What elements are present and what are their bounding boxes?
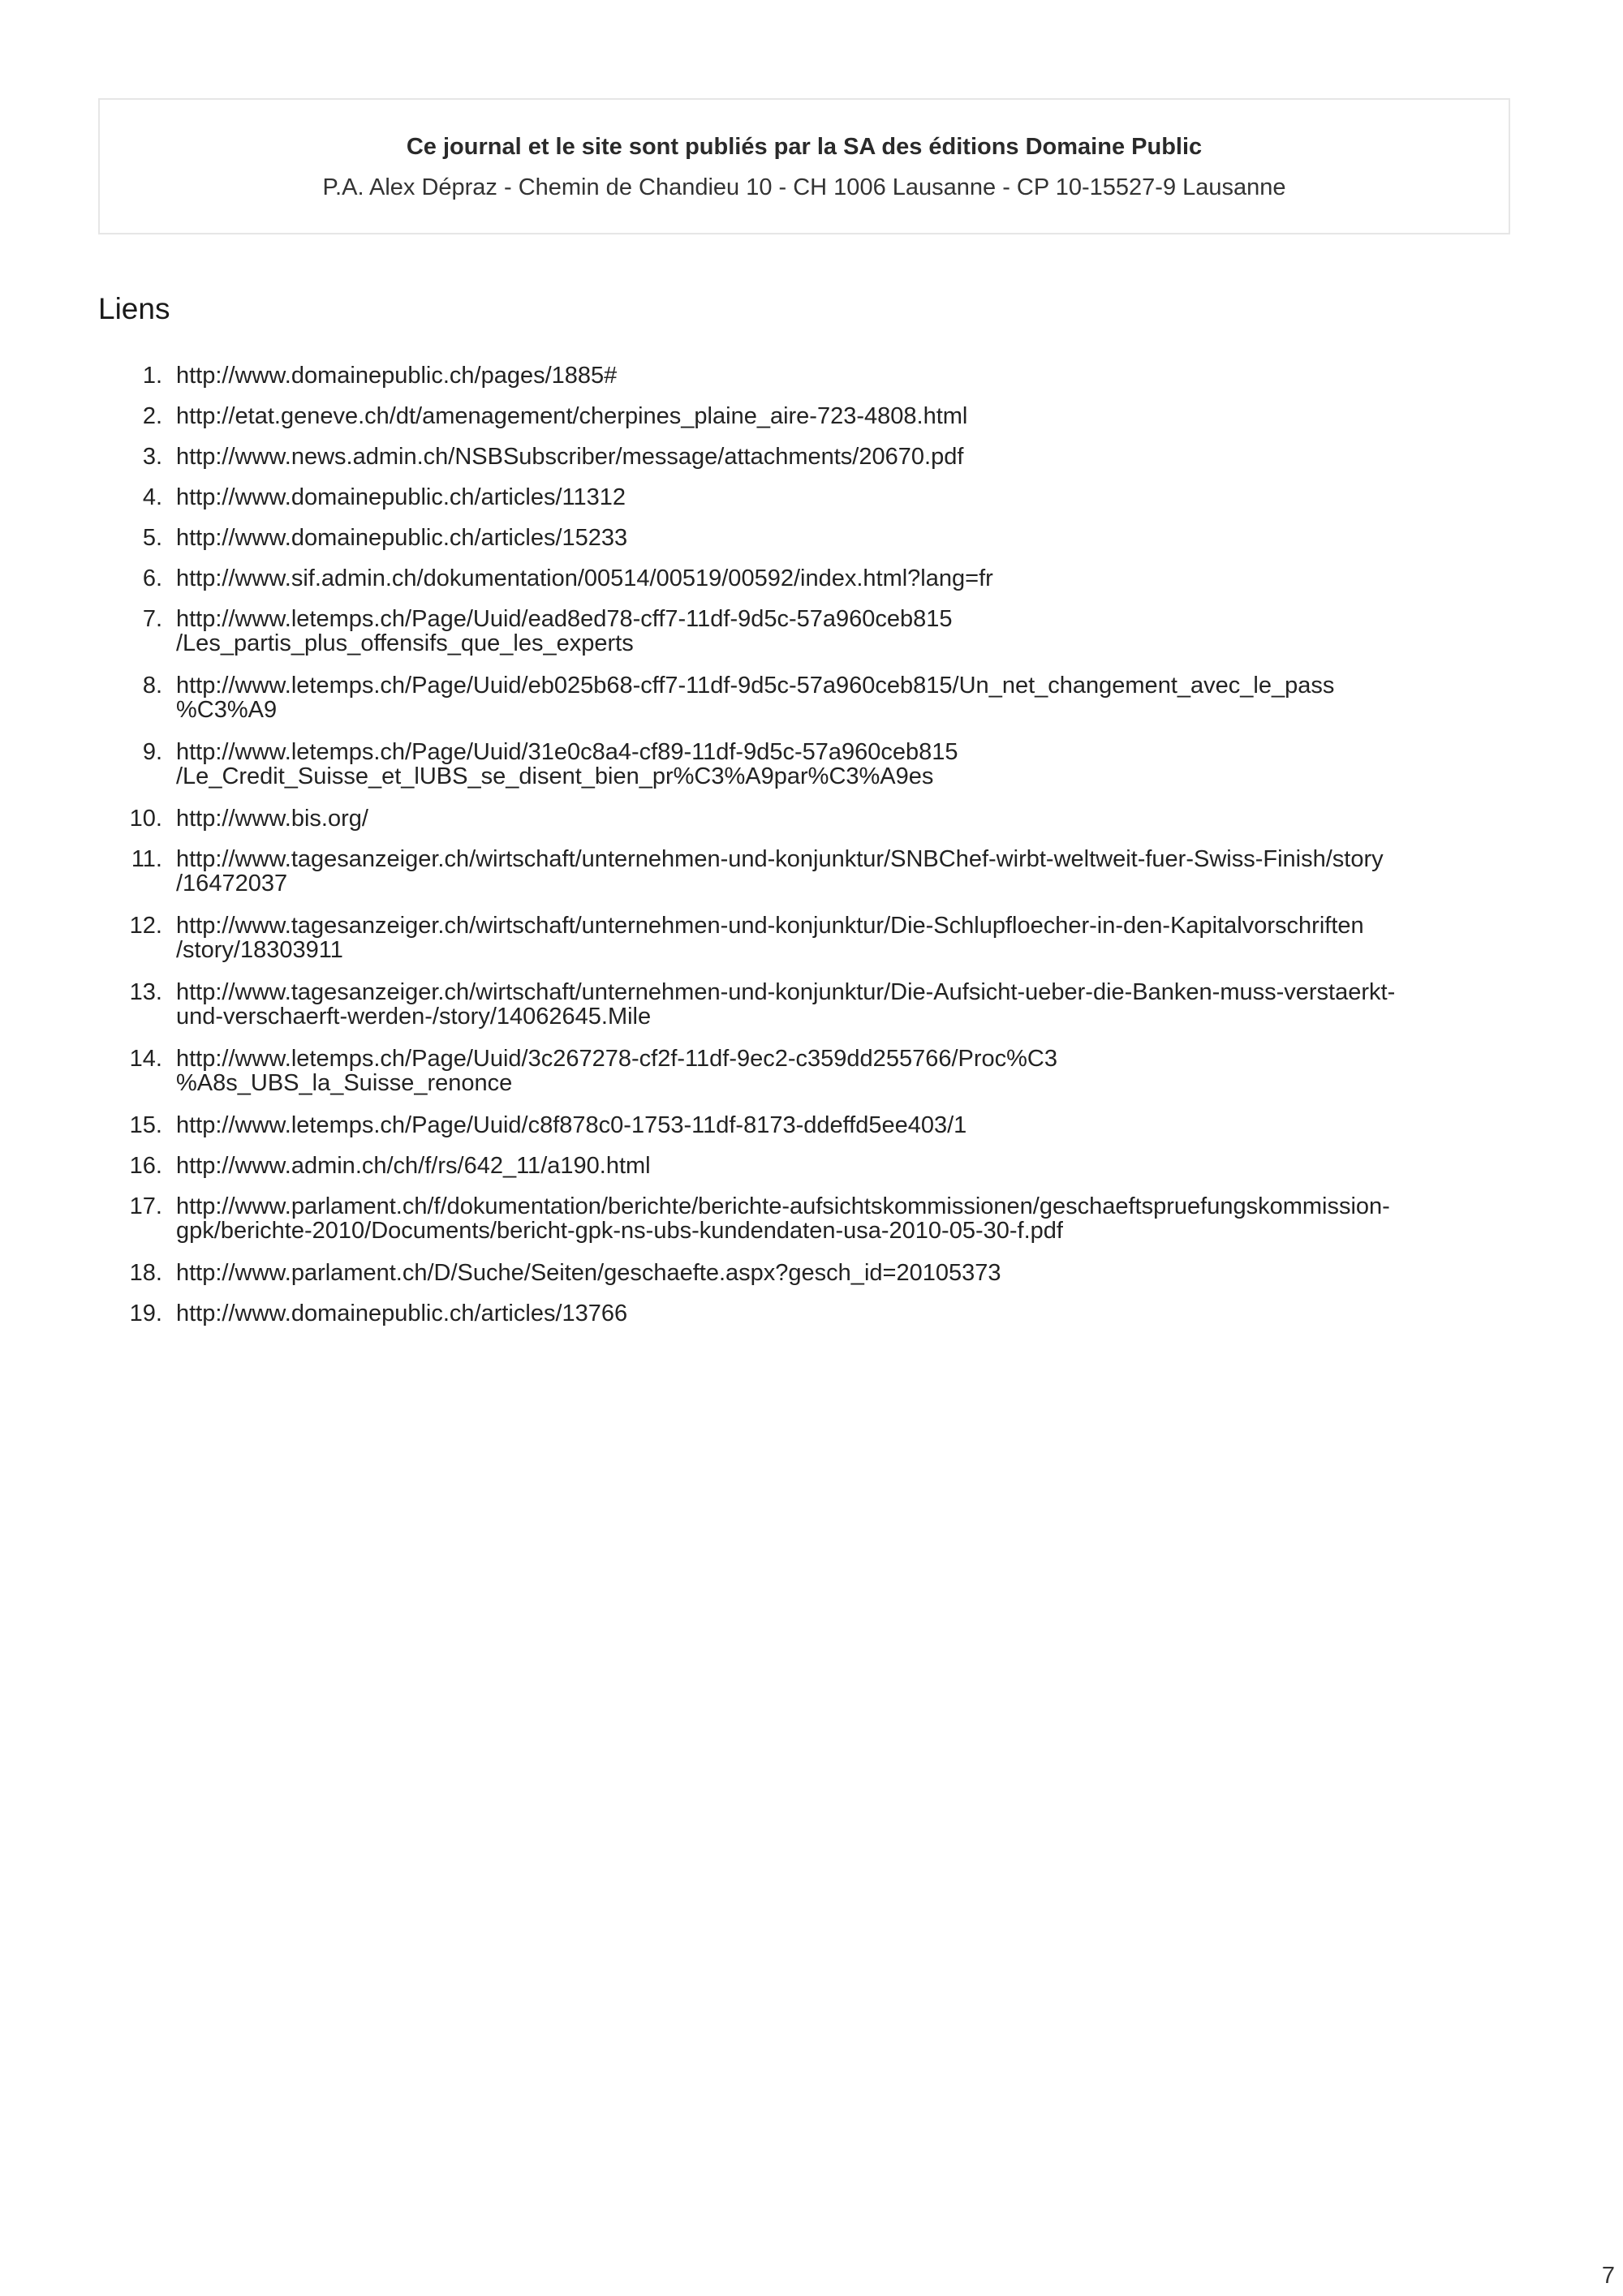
link-url-line: http://www.domainepublic.ch/pages/1885# — [176, 363, 618, 389]
link-number: 5. — [142, 525, 162, 551]
link-url-line: http://www.news.admin.ch/NSBSubscriber/message/attachments/20670.pdf — [176, 444, 964, 470]
link-url-line: http://www.tagesanzeiger.ch/wirtschaft/unternehmen-und-konjunktur/SNBChef-wirbt-weltweit-fuer-Swiss-Finish/story — [176, 846, 1384, 872]
links-heading: Liens — [98, 292, 170, 325]
link-number: 14. — [129, 1046, 162, 1072]
link-number: 8. — [142, 673, 162, 699]
link-url[interactable] — [176, 445, 1511, 469]
link-list-item — [0, 980, 1623, 1029]
link-url-line: http://www.bis.org/ — [176, 806, 368, 832]
link-list-item — [0, 526, 1623, 550]
link-url-line: http://www.parlament.ch/f/dokumentation/berichte/berichte-aufsichtskommissionen/geschaeftspruefungskommission- — [176, 1193, 1390, 1219]
link-url-line: http://www.admin.ch/ch/f/rs/642_11/a190.html — [176, 1153, 651, 1179]
link-number: 19. — [129, 1301, 162, 1326]
link-list-item — [0, 1047, 1623, 1095]
link-number: 17. — [129, 1193, 162, 1219]
link-list-item — [0, 1301, 1623, 1326]
link-url-line: http://etat.geneve.ch/dt/amenagement/cherpines_plaine_aire-723-4808.html — [176, 403, 968, 429]
link-url-line: http://www.letemps.ch/Page/Uuid/eb025b68-cff7-11df-9d5c-57a960ceb815/Un_net_changement_avec_le_pass — [176, 673, 1335, 699]
link-url-line: http://www.tagesanzeiger.ch/wirtschaft/unternehmen-und-konjunktur/Die-Aufsicht-ueber-die-Banken-muss-verstaerkt- — [176, 979, 1396, 1005]
link-url-line: http://www.sif.admin.ch/dokumentation/00514/00519/00592/index.html?lang=fr — [176, 565, 993, 591]
link-url-line: /story/18303911 — [176, 937, 343, 963]
link-url-line: http://www.tagesanzeiger.ch/wirtschaft/unternehmen-und-konjunktur/Die-Schlupfloecher-in-den-Kapitalvorschriften — [176, 913, 1364, 939]
link-list-item — [0, 914, 1623, 962]
link-number: 9. — [142, 739, 162, 765]
link-list-item — [0, 806, 1623, 831]
link-number: 12. — [129, 913, 162, 939]
link-list-item — [0, 1154, 1623, 1178]
link-url[interactable] — [176, 673, 1511, 722]
link-list-item — [0, 566, 1623, 591]
link-number: 15. — [129, 1112, 162, 1138]
link-url-line: http://www.letemps.ch/Page/Uuid/ead8ed78-cff7-11df-9d5c-57a960ceb815 — [176, 606, 953, 632]
link-url[interactable] — [176, 980, 1511, 1029]
link-url-line: http://www.domainepublic.ch/articles/11312 — [176, 484, 626, 510]
link-url-line: gpk/berichte-2010/Documents/bericht-gpk-ns-ubs-kundendaten-usa-2010-05-30-f.pdf — [176, 1218, 1063, 1244]
link-url[interactable] — [176, 1194, 1511, 1243]
link-url-line: /16472037 — [176, 871, 288, 896]
link-url-line: http://www.letemps.ch/Page/Uuid/31e0c8a4-cf89-11df-9d5c-57a960ceb815 — [176, 739, 958, 765]
link-number: 7. — [142, 606, 162, 632]
link-number: 2. — [142, 403, 162, 429]
link-url[interactable] — [176, 806, 1511, 831]
link-url[interactable] — [176, 1301, 1511, 1326]
link-number: 10. — [129, 806, 162, 832]
link-list-item — [0, 363, 1623, 388]
link-url[interactable] — [176, 363, 1511, 388]
link-url[interactable] — [176, 526, 1511, 550]
link-number: 13. — [129, 979, 162, 1005]
publisher-address: P.A. Alex Dépraz - Chemin de Chandieu 10 - CH 1006 Lausanne - CP 10-15527-9 Lausanne — [322, 174, 1286, 200]
link-list-item — [0, 485, 1623, 510]
link-url[interactable] — [176, 1261, 1511, 1285]
link-number: 16. — [129, 1153, 162, 1179]
link-list-item — [0, 847, 1623, 896]
link-url-line: http://www.letemps.ch/Page/Uuid/3c267278-cf2f-11df-9ec2-c359dd255766/Proc%C3 — [176, 1046, 1057, 1072]
link-list-item — [0, 1194, 1623, 1243]
publisher-info-box — [98, 98, 1510, 234]
link-url-line: http://www.letemps.ch/Page/Uuid/c8f878c0-1753-11df-8173-ddeffd5ee403/1 — [176, 1112, 967, 1138]
link-list-item — [0, 673, 1623, 722]
link-url[interactable] — [176, 1047, 1511, 1095]
link-url-line: %A8s_UBS_la_Suisse_renonce — [176, 1070, 513, 1096]
link-list-item — [0, 1261, 1623, 1285]
link-url[interactable] — [176, 607, 1511, 656]
link-url[interactable] — [176, 847, 1511, 896]
link-number: 4. — [142, 484, 162, 510]
link-number: 11. — [131, 846, 162, 872]
link-url-line: /Le_Credit_Suisse_et_lUBS_se_disent_bien_pr%C3%A9par%C3%A9es — [176, 763, 934, 789]
link-url-line: http://www.parlament.ch/D/Suche/Seiten/geschaefte.aspx?gesch_id=20105373 — [176, 1260, 1001, 1286]
link-url-line: %C3%A9 — [176, 697, 278, 723]
link-url[interactable] — [176, 1113, 1511, 1137]
link-url-line: http://www.domainepublic.ch/articles/13766 — [176, 1301, 628, 1326]
link-url[interactable] — [176, 1154, 1511, 1178]
link-url[interactable] — [176, 914, 1511, 962]
link-number: 3. — [142, 444, 162, 470]
link-number: 1. — [142, 363, 162, 389]
link-url[interactable] — [176, 485, 1511, 510]
link-list-item — [0, 740, 1623, 789]
link-number: 18. — [129, 1260, 162, 1286]
link-url-line: /Les_partis_plus_offensifs_que_les_experts — [176, 630, 634, 656]
link-url-line: und-verschaerft-werden-/story/14062645.Mile — [176, 1004, 652, 1030]
page-number: 7 — [1601, 2263, 1615, 2289]
link-list-item — [0, 607, 1623, 656]
link-url[interactable] — [176, 740, 1511, 789]
link-url[interactable] — [176, 566, 1511, 591]
link-url-line: http://www.domainepublic.ch/articles/15233 — [176, 525, 628, 551]
link-list-item — [0, 1113, 1623, 1137]
link-number: 6. — [142, 565, 162, 591]
publisher-title: Ce journal et le site sont publiés par la SA des éditions Domaine Public — [406, 134, 1203, 160]
links-list — [0, 363, 1623, 1342]
link-list-item — [0, 445, 1623, 469]
link-list-item — [0, 404, 1623, 428]
link-url[interactable] — [176, 404, 1511, 428]
